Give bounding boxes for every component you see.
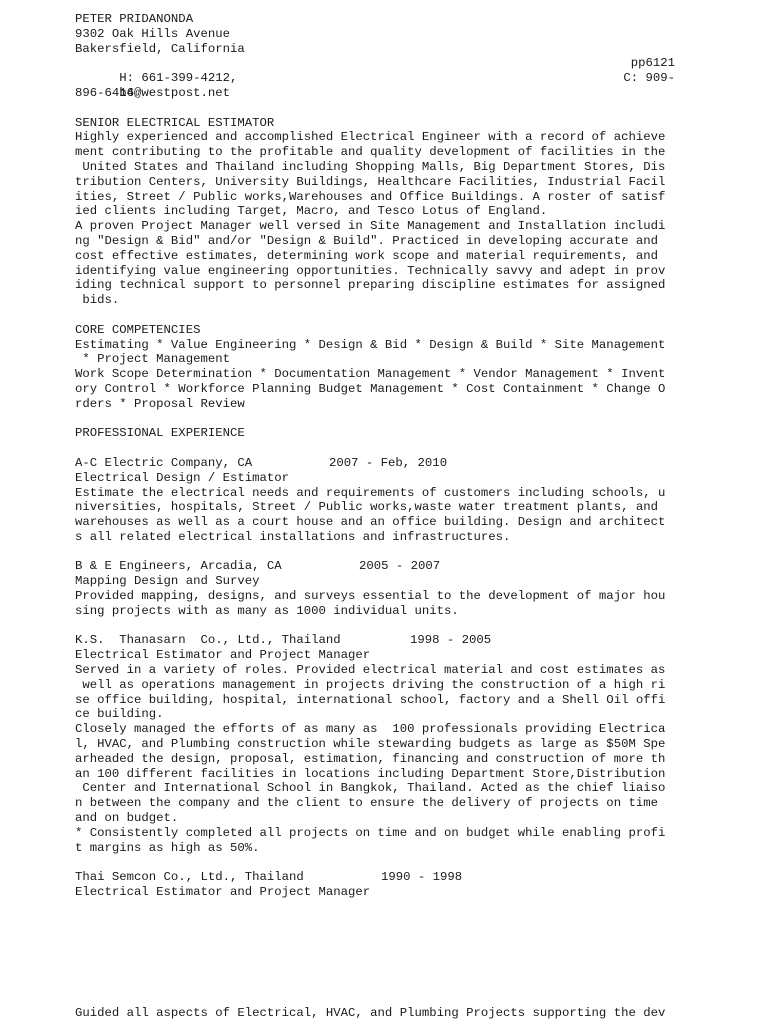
experience-section <box>75 426 675 900</box>
job-dates: 1998 - 2005 <box>410 633 492 648</box>
job-description-line: Estimate the electrical needs and requirements of customers including schools, u <box>75 485 666 500</box>
job-description-line: an 100 different facilities in locations including Department Store,Distribution <box>75 766 666 781</box>
job-company: B & E Engineers, Arcadia, CA <box>75 559 282 574</box>
job-description-line: and on budget. <box>75 811 179 826</box>
job-description-line: well as operations management in projects driving the construction of a high ri <box>75 677 666 692</box>
job-company: A-C Electric Company, CA <box>75 455 253 470</box>
job-description-line: Provided mapping, designs, and surveys essential to the development of major hou <box>75 589 666 604</box>
summary-line: cost effective estimates, determining work scope and material requirements, and <box>75 248 658 263</box>
job-description-line: * Consistently completed all projects on time and on budget while enabling profi <box>75 825 666 840</box>
job-title: Electrical Estimator and Project Manager <box>75 648 371 663</box>
summary-line: ment contributing to the profitable and quality development of facilities in the <box>75 145 666 160</box>
competencies-body <box>75 338 675 412</box>
job-dates: 2005 - 2007 <box>359 559 441 574</box>
job-title: Electrical Design / Estimator <box>75 470 290 485</box>
job-entry <box>75 559 675 633</box>
summary-line: ng "Design & Bid" and/or "Design & Build". Practiced in developing accurate and <box>75 233 658 248</box>
job-header-row <box>75 456 675 471</box>
summary-line: identifying value engineering opportunities. Technically savvy and adept in prov <box>75 263 666 278</box>
contact-header <box>75 12 675 101</box>
summary-line: United States and Thailand including Shopping Malls, Big Department Stores, Dis <box>75 159 666 174</box>
job-description-line: sing projects with as many as 1000 individual units. <box>75 603 459 618</box>
job-header-row <box>75 559 675 574</box>
job-description-line: Served in a variety of roles. Provided electrical material and cost estimates as <box>75 663 666 678</box>
job-entry <box>75 633 675 870</box>
job-entry <box>75 870 675 900</box>
job-list <box>75 456 675 900</box>
job-dates: 2007 - Feb, 2010 <box>329 455 448 470</box>
competency-line: ory Control * Workforce Planning Budget Management * Cost Containment * Change O <box>75 381 666 396</box>
job-description-line: l, HVAC, and Plumbing construction while stewarding budgets as large as $50M Spe <box>75 737 666 752</box>
competency-line: Work Scope Determination * Documentation Management * Vendor Management * Invent <box>75 367 666 382</box>
summary-line: ities, Street / Public works,Warehouses and Office Buildings. A roster of satisf <box>75 189 666 204</box>
competencies-section <box>75 323 675 412</box>
job-description-line: niversities, hospitals, Street / Public works,waste water treatment plants, and <box>75 500 658 515</box>
cell-phone-rest: 896-6414 <box>75 85 135 100</box>
job-header-row <box>75 870 675 885</box>
footer-continuation-line: Guided all aspects of Electrical, HVAC, and Plumbing Projects supporting the dev <box>75 1006 666 1020</box>
job-description-line: warehouses as well as a court house and an office building. Design and architect <box>75 515 666 530</box>
summary-line: A proven Project Manager well versed in Site Management and Installation includi <box>75 219 666 234</box>
summary-body <box>75 130 675 308</box>
job-description-line: n between the company and the client to ensure the delivery of projects on time <box>75 796 658 811</box>
person-name: PETER PRIDANONDA <box>75 12 194 26</box>
email-address: b6@westpost.net <box>119 85 230 100</box>
competency-line: rders * Proposal Review <box>75 396 245 411</box>
job-description-line: Closely managed the efforts of as many as 100 professionals providing Electrica <box>75 722 666 737</box>
job-description-line: arheaded the design, proposal, estimation, financing and construction of more th <box>75 751 666 766</box>
job-entry <box>75 456 675 560</box>
competencies-heading: CORE COMPETENCIES <box>75 322 201 337</box>
summary-section <box>75 116 675 308</box>
summary-line: ied clients including Target, Macro, and Tesco Lotus of England. <box>75 204 548 219</box>
phone-suffix: pp6121 <box>630 56 675 71</box>
job-description-line: t margins as high as 50%. <box>75 840 260 855</box>
address-line-2: Bakersfield, California <box>75 41 245 56</box>
cell-phone-prefix: C: 909- <box>623 71 675 86</box>
job-title: Electrical Estimator and Project Manager <box>75 885 371 900</box>
home-phone: H: 661-399-4212, <box>119 71 238 86</box>
job-description-line: Center and International School in Bangkok, Thailand. Acted as the chief liaiso <box>75 781 666 796</box>
summary-line: Highly experienced and accomplished Electrical Engineer with a record of achieve <box>75 130 666 145</box>
job-company: Thai Semcon Co., Ltd., Thailand <box>75 870 304 885</box>
job-dates: 1990 - 1998 <box>381 870 463 885</box>
job-description-line: s all related electrical installations and infrastructures. <box>75 529 511 544</box>
job-company: K.S. Thanasarn Co., Ltd., Thailand <box>75 633 341 648</box>
experience-heading: PROFESSIONAL EXPERIENCE <box>75 426 245 441</box>
job-description-line: ce building. <box>75 707 164 722</box>
summary-line: tribution Centers, University Buildings, Healthcare Facilities, Industrial Facil <box>75 174 666 189</box>
job-header-row <box>75 633 675 648</box>
resume-document <box>75 12 675 900</box>
job-title: Mapping Design and Survey <box>75 574 260 589</box>
competency-line: Estimating * Value Engineering * Design & Bid * Design & Build * Site Management <box>75 337 666 352</box>
job-description-line: se office building, hospital, international school, factory and a Shell Oil offi <box>75 692 666 707</box>
address-line-1: 9302 Oak Hills Avenue <box>75 26 230 41</box>
summary-line: iding technical support to personnel preparing discipline estimates for assigned <box>75 278 666 293</box>
summary-heading: SENIOR ELECTRICAL ESTIMATOR <box>75 115 275 130</box>
competency-line: * Project Management <box>75 352 230 367</box>
summary-line: bids. <box>75 293 120 308</box>
